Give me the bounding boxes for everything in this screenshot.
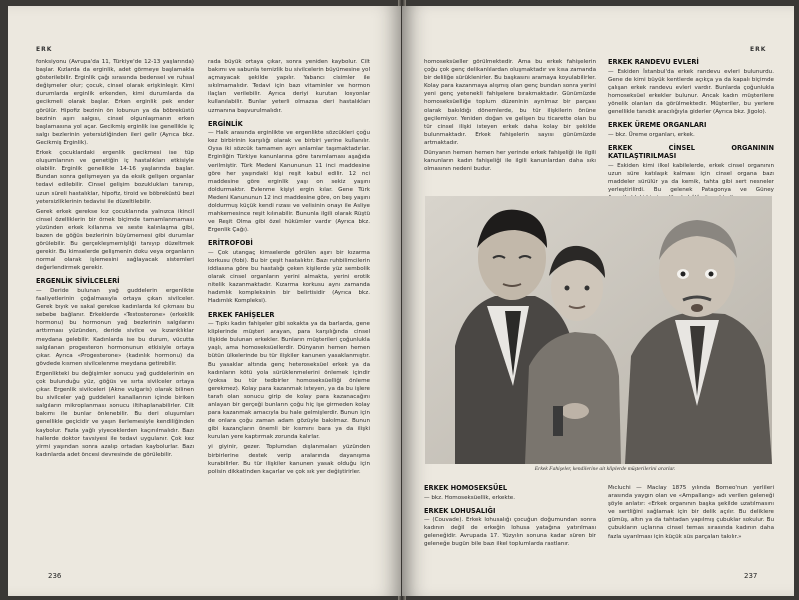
paragraph: Gerek erkek gerekse kız çocuklarında yalnızca ikincil cinsel özelliklerin bir örnek biçimde tamamlanmaması yüzünden erkek kıllanma ve seste kalınlaşma gibi, bazen de göğüs bezlerinin büyümemesi gibi durumlar görülebilir. Bu gerçekleşmemişliği tanıyıp düzeltmek gerekir. Bu kimselerde gelişmenin doku veya organların normal olarak işlemesini sağlayacak sistemleri değerlendirmek gerekir.	[36, 208, 194, 272]
paragraph: Erkek çocuklardaki ergenlik gecikmesi ise tüp oluşumlarının ve genetiğin iç hastalıkları etkisiyle olabilir. Erginlik genellikle 14-16 yaşlarında başlar. Bundan sonra gelişmeyen ya da eksik gelişen organlar tedavi edilebilir. Cinsel gelişim bozuklukları tanınıp, uzun süreli hastalıklar, hipofiz, tiroid ve böbreküstü bezi yetersizliklerinin tedavisi ile düzeltilebilir.	[36, 150, 194, 205]
paragraph: fonksiyonu (Avrupa'da 11, Türkiye'de 12-13 yaşlarında) başlar. Kızlarda da erginlik, adet görmeye başlamakla gösterilebilir. Erginlik çağı sırasında bedensel ve ruhsal değişmeler olur; çocuk, cinsel olarak erişkinleşir. Kimi durumlarda erginlik erkenden, kimi durumlarda da gecikmeli olarak başlar. Erken erginlik pek ender görülür. Hipofiz bezinin ön lobunun ya da böbreküstü bezinin aşırı salgısı, cinsel olgunlaşmanın erken başlamasına yol açar. Gecikmiş erginlik ise genellikle iç salgı bezlerinin yetersizliğinden ileri gelir (Ayrıca bkz. Gecikmiş Erginlik).	[36, 59, 194, 146]
left-column-2	[208, 58, 370, 578]
entry-title: ERKEK LOHUSALIĞI	[424, 506, 496, 515]
entry-title: ERGENLİK SİVİLCELERİ	[36, 277, 120, 286]
entry-body: — Tıpkı kadın fahişeler gibi sokakta ya da barlarda, gene kliplerinde müşteri arayan, para karşılığında cinsel ilişkide bulunan erkekler. Bunların müşterileri çoğunlukla yaşlı, ama homoseksüellerdir. Dünyanın hemen hemen bütün ülkelerinde bu tür ilişkiler kanunen yasaklanmıştır. Bu yasaklar altında genç heteroseksüel erkek ya da kadınların kötü yola sürüklenmelerini önlemek içindir (yoksa bu tür tedbirler homoseksüelliği önleme gerekmez). Kolay para kazanmak isteyen, ya da bu işlere tarafı olan sonucu girip de kolay para kazanacağını anlayan bir gerçeği bunların çoğu hiç işe girmeden kolay para kazanmak amacıyla bu hale gelmişlerdir. Bunun için de onlara çoğu zaman adam gözüyle bakılmaz. Bunun gibi kazançların önemli bir kısmını bara ya da ilişki kurulan yere kaptırmak zorunda kalırlar.	[208, 321, 370, 441]
entry-body: — Eskiden kimi ilkel kabilelerde, erkek cinsel organının uzun süre katılaşık kalması için cinsel organa bazı maddeler sürülür ya da kemik, tahta gibi sert nesneler yerleştirilirdi. Bu gelenek Patagonya ve Güney	[608, 162, 774, 193]
paragraph: Ergenlikteki bu değişimler sonucu yağ guddelerinin en çok bulunduğu yüz, göğüs ve sırta sivilceler ortaya çıkar. Ergenlik sivilceleri (Akne vulgaris) olarak bilinen bu sivilceler yağ guddeleri kanallarının içinde biriken salgıların mikroplanması sonucu iltihaplanabilirler. Cilt bakımı ile bunlar önlenebilir. Bu deri oluşumları genellikle geçicidir ve yaşın ilerlemesiyle kendiliğinden kaybolur. Fazla yağlı yiyeceklerden kaçınılmalıdır. Bazı hallerde doktor tavsiyesi ile tedavi uygulanır. Çok kez yirmi yaşından sonra azalıp ortadan kaybolurlar. Bazı kadınlarda adet öncesi devresinde de görülebilir.	[36, 370, 194, 458]
right-running-head: ERK	[750, 46, 767, 53]
right-column-1-bottom	[424, 484, 596, 580]
right-column-1-top	[424, 58, 596, 196]
right-column-2-top	[608, 58, 774, 196]
entry-body: — Halk arasında erginlikte ve ergenlikte sözcükleri çoğu kez birbirinin karşılığı olarak ve birbiri yerine kullanılır. Oysa iki sözcük tamamen ayrı anlamlar taşımaktadırlar. Erginliğin Türkiye kanunlarına göre tanımlaması aşağıda verilmiştir. Türk Medeni Kanununun 11 inci maddesine göre her yaşındaki kişi reşit kabul edilir. 12 nci maddesine göre erginlik yaşı on sekiz yaşını doldurmaktır. Evlenme kişiyi ergin kılar. Gene Türk Medeni Kanununun 12 inci maddesine göre, on beş yaşını doldurmuş küçük kendi rızası ve velisinin onayı ile Asliye mahkemesince reşit kılınabilir. Bununla ilgili olarak Rüştü ve Reşit Olma gibi özel hükümler vardır (Ayrıca bkz. Ergenlik Çağı).	[208, 130, 370, 234]
film-still-photo	[425, 196, 772, 464]
bottle	[553, 406, 563, 436]
entry-body: — (Couvade). Erkek lohusalığı çocuğun doğumundan sonra kadının değil de erkeğin lohusa yatağına yatırılması geleneğidir. Avrupada 17. Yüzyılın sonuna kadar süren bir geleneğe bugün bile bazı ilkel toplumlarda rastlanır.	[424, 517, 596, 548]
paragraph: homoseksüeller görülmektedir. Ama bu erkek fahişelerin çoğu çok genç delikanlılardan oluşmaktadır ve kısa zamanda bir deliliğe sürüklenirler. Bu başkasını aramaya koyulabilirler. Kolay para kazanmaya alışmış olan genç bundan sonra yerini yeni genç yetenekli fahişelere bırakmaktadır. Günümüzde homoseksüelliğe toplum düzeninin ayrılmaz bir parçası olarak bakıldığı dönemlerde, bu tür ilişkilerin önüne geçilemiyor. Yeniden doğan ve gelişen bu ticarette olan bu tür cinsel ilişki isteyen erkek daha kolay bir şekilde bulunmaktadır. Erkek fahişelerin sayısı günümüzde artmaktadır.	[424, 59, 596, 146]
entry-title: ERKEK HOMOSEKSÜEL	[424, 484, 508, 492]
paragraph: rada büyük ortaya çıkar, sonra yeniden kaybolur. Cilt bakımı ve sabunla temizlik bu sivilcelerin büyümesine yol açmayacak şekilde yapılır. Yabancı cisimler ile sıkılmamalıdır. Tedavi için bazı vitaminler ve hormon ilaçları verilebilir. Ayrıca deriyi kurutan losyonlar kullanılabilir. Bunlar yeterli olmazsa deri hastalıkları uzmanına başvurulmalıdır.	[208, 59, 370, 114]
entry-title: ERKEK RANDEVU EVLERİ	[608, 58, 699, 66]
entry-title: ERİTROFOBİ	[208, 239, 253, 248]
right-column-2-bottom	[608, 484, 774, 580]
paragraph: Dünyanın hemen hemen her yerinde erkek fahişeliği ile ilgili kanunların kadın fahişeliği ile ilgili kanunlardan daha sıkı olmasının nedeni budur.	[424, 150, 596, 173]
entry-title: ERKEK CİNSEL ORGANININ KATILAŞTIRILMASI	[608, 143, 774, 161]
left-page	[8, 6, 401, 596]
paragraph: yi giyinir, gezer. Toplumdan dışlanmaları yüzünden birbirlerine destek verip aralarında dayanışma kurabilirler. Bu tür ilişkiler kanunen yasak olduğu için polisin dikkatinden kaçarlar ve çok sık yer değiştirirler.	[208, 444, 370, 475]
left-running-head: ERK	[36, 46, 53, 53]
entry-body: — Eskiden İstanbul'da erkek randevu evleri bulunurdu. Gene de kimi büyük kentlerde açıkça ya da kapalı biçimde çalışan erkek randevu evleri vardır. Bunlarda çoğunlukla homoseksüel erkekler bulunur. Ancak kadın müşterilere yönelik olanları da görülmektedir. Müşteriler, bu yerlere genellikle tanıdık aracılığıyla giderler (Ayrıca bkz. Jigolo).	[608, 68, 774, 115]
paragraph: Mıcluchi — Maclay 1875 yılında Borneo'nun yerlileri arasında yaygın olan ve «Ampallang» adı verilen geleneği şöyle anlatır: «Erkek organının başka şekilde uzatılmasını ve sertliğini sağlamak için bir delik açılır. Bu deliklere gümüş, altın ya da tahtadan yapılmış çubuklar sokulur. Bu çubukların uçlarına cinsel temas sırasında kadının daha fazla uyarılması için küçük süs parçaları takılır.»	[608, 485, 774, 540]
left-page-number: 236	[48, 572, 62, 580]
right-page-number: 237	[744, 572, 758, 580]
photo-caption: Erkek Fahişeler, kendilerine ait kliplerde müşterilerini ararlar.	[534, 466, 676, 472]
entry-title: ERGİNLİK	[208, 119, 243, 128]
film-still-image	[425, 196, 772, 464]
entry-body: — Deride bulunan yağ guddelerin ergenlikte faaliyetlerinin çoğalmasıyla ortaya çıkan sivilceler. Gerek bıyık ve sakal gerekse kadınlarda kıl çıkması bu sebebe bağlanır. Erkeklerde «Testosterone» (erkeklik hormonu) bu hormonun yağ bezlerinin salgılarını arttırması yüzünden, deride sivilce ve kızarıklıklar meydana gelebilir. Kadınlarda ise bu durum, vücutta salgılanan progesteron hormonunun etkisiyle ortaya çıkar. Ayrıca «Progesterone» (kadınlık hormonu) da gövdede kısmen sivilcelenme meydana getirebilir.	[36, 287, 194, 367]
entry-title: ERKEK FAHİŞELER	[208, 310, 275, 319]
entry-body: — Çok utangaç kimselerde görülen aşırı bir kızarma korkusu (fobi). Bu bir çeşit hastalıktır. Bazı ruhbilimcilerin iddiasına göre bu hastalığı çeken kişilerde yüz sembolik olarak cinsel organların yerini almakta, yerini erotik nitelik kazanmaktadır. Kızarma korkusu aynı zamanda hadımlık kompleksinin bir belirtisidir (Ayrıca bkz. Hadımlık Kompleksi).	[208, 249, 370, 305]
entry-body: — bkz. Üreme organları, erkek.	[608, 131, 695, 138]
entry-title: ERKEK ÜREME ORGANLARI	[608, 121, 707, 130]
left-column-1	[36, 58, 194, 578]
entry-body: — bkz. Homoseksüellik, erkekte.	[424, 494, 515, 501]
